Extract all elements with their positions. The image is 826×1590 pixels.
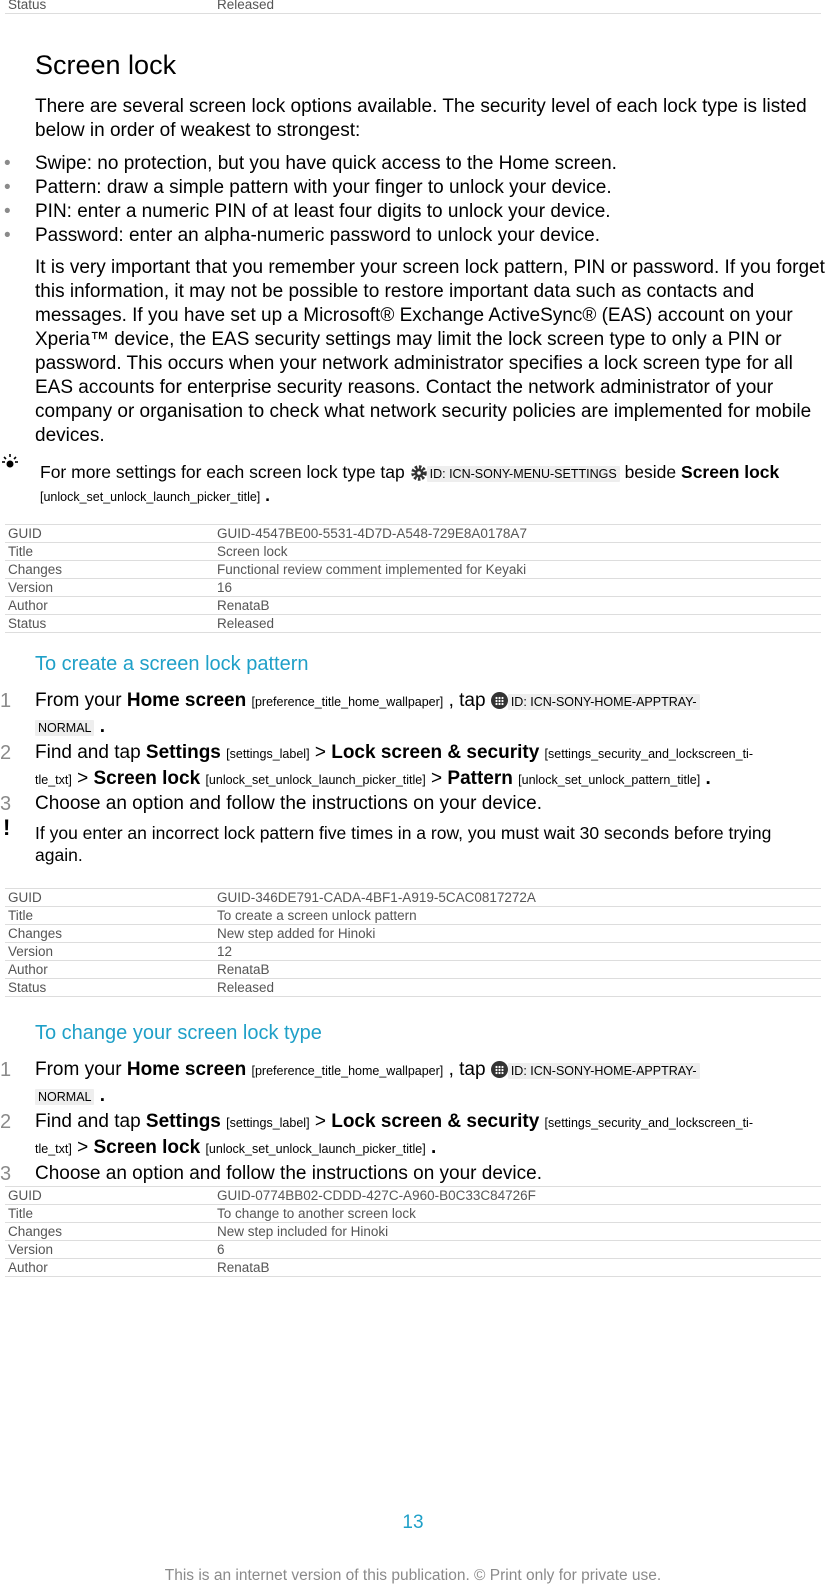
table-row: Title To change to another screen lock xyxy=(5,1205,821,1223)
list-item: • Pattern: draw a simple pattern with your finger to unlock your device. xyxy=(4,177,612,198)
metadata-table-change-type xyxy=(5,1186,821,1277)
table-row: Author RenataB xyxy=(5,597,821,615)
table-row: Version 6 xyxy=(5,1241,821,1259)
warning-note: If you enter an incorrect lock pattern five times in a row, you must wait 30 seconds before trying again. xyxy=(35,823,772,865)
settings-label: Settings xyxy=(145,1111,221,1132)
list-item: • Swipe: no protection, but you have quick access to the Home screen. xyxy=(4,153,617,174)
list-item: • PIN: enter a numeric PIN of at least four digits to unlock your device. xyxy=(4,201,611,222)
bullet-icon: • xyxy=(4,177,11,198)
lightbulb-icon xyxy=(0,452,20,477)
metadata-table-create-pattern xyxy=(5,888,821,997)
lock-screen-security-label: Lock screen & security xyxy=(331,1111,540,1132)
footer-note: This is an internet version of this publication. © Print only for private use. xyxy=(164,1567,662,1584)
screen-lock-label: Screen lock xyxy=(681,462,780,482)
table-value: Released xyxy=(214,0,821,14)
screen-lock-label: Screen lock xyxy=(93,768,201,789)
table-row: GUID GUID-0774BB02-CDDD-427C-A960-B0C33C84726F xyxy=(5,1187,821,1205)
table-row: GUID GUID-346DE791-CADA-4BF1-A919-5CAC0817272A xyxy=(5,889,821,907)
table-row: Status Released xyxy=(5,979,821,997)
pattern-label: Pattern xyxy=(447,768,513,789)
table-row: Author RenataB xyxy=(5,1259,821,1277)
section-title-change-type: To change your screen lock type xyxy=(35,1022,322,1044)
table-row: Version 12 xyxy=(5,943,821,961)
bullet-icon: • xyxy=(4,225,11,246)
bullet-icon: • xyxy=(4,153,11,174)
page-number: 13 xyxy=(402,1512,424,1533)
list-item: • Password: enter an alpha-numeric password to unlock your device. xyxy=(4,225,601,246)
string-key: [unlock_set_unlock_launch_picker_title] xyxy=(40,490,261,504)
tip-note: For more settings for each screen lock type tap ID: ICN-SONY-MENU-SETTINGS beside Screen lock xyxy=(40,462,780,482)
icon-id-tag: ID: ICN-SONY-MENU-SETTINGS xyxy=(427,466,620,482)
table-row: GUID GUID-4547BE00-5531-4D7D-A548-729E8A0178A7 xyxy=(5,525,821,543)
table-row: Author RenataB xyxy=(5,961,821,979)
settings-label: Settings xyxy=(145,742,221,763)
apptray-icon xyxy=(491,1061,508,1078)
warning-icon: ! xyxy=(3,815,11,840)
top-metadata-table xyxy=(5,0,821,14)
table-row: Changes Functional review comment implemented for Keyaki xyxy=(5,561,821,579)
table-row xyxy=(5,0,821,14)
table-key: Status xyxy=(5,0,214,14)
home-screen-label: Home screen xyxy=(126,1059,247,1080)
apptray-icon xyxy=(491,692,508,709)
lock-type-list xyxy=(0,152,617,248)
intro-paragraph: There are several screen lock options available. The security level of each lock type is listed below in order of weakest to strongest: xyxy=(35,96,807,141)
icon-id-tag: ID: ICN-SONY-HOME-APPTRAY- xyxy=(508,694,700,710)
section-title-create-pattern: To create a screen lock pattern xyxy=(35,653,309,675)
table-row: Changes New step added for Hinoki xyxy=(5,925,821,943)
home-screen-label: Home screen xyxy=(126,690,247,711)
metadata-table-screen-lock xyxy=(5,524,821,633)
table-row: Title Screen lock xyxy=(5,543,821,561)
bullet-icon: • xyxy=(4,201,11,222)
icon-id-tag: ID: ICN-SONY-HOME-APPTRAY- xyxy=(508,1063,700,1079)
lock-screen-security-label: Lock screen & security xyxy=(331,742,540,763)
section-title-screen-lock: Screen lock xyxy=(35,50,177,80)
tip-note-line2: [unlock_set_unlock_launch_picker_title] . xyxy=(40,485,271,505)
table-row: Changes New step included for Hinoki xyxy=(5,1223,821,1241)
gear-icon xyxy=(410,464,427,481)
screen-lock-label: Screen lock xyxy=(93,1137,201,1158)
security-warning-paragraph: It is very important that you remember your screen lock pattern, PIN or password. If you forget this information, it may not be possible to restore important data such as contacts and messages. If you have set up a Microsoft® Exchange ActiveSync® (EAS) account on your Xperia™ device, the EAS security settings may limit the lock screen type to only a PIN or password. This occurs when your network administrator specifies a lock screen type for all EAS accounts for enterprise security reasons. Contact the network administrator of your company or organisation to check what network security policies are implemented for mobile devices. xyxy=(35,257,825,446)
table-row: Status Released xyxy=(5,615,821,633)
table-row: Version 16 xyxy=(5,579,821,597)
table-row: Title To create a screen unlock pattern xyxy=(5,907,821,925)
